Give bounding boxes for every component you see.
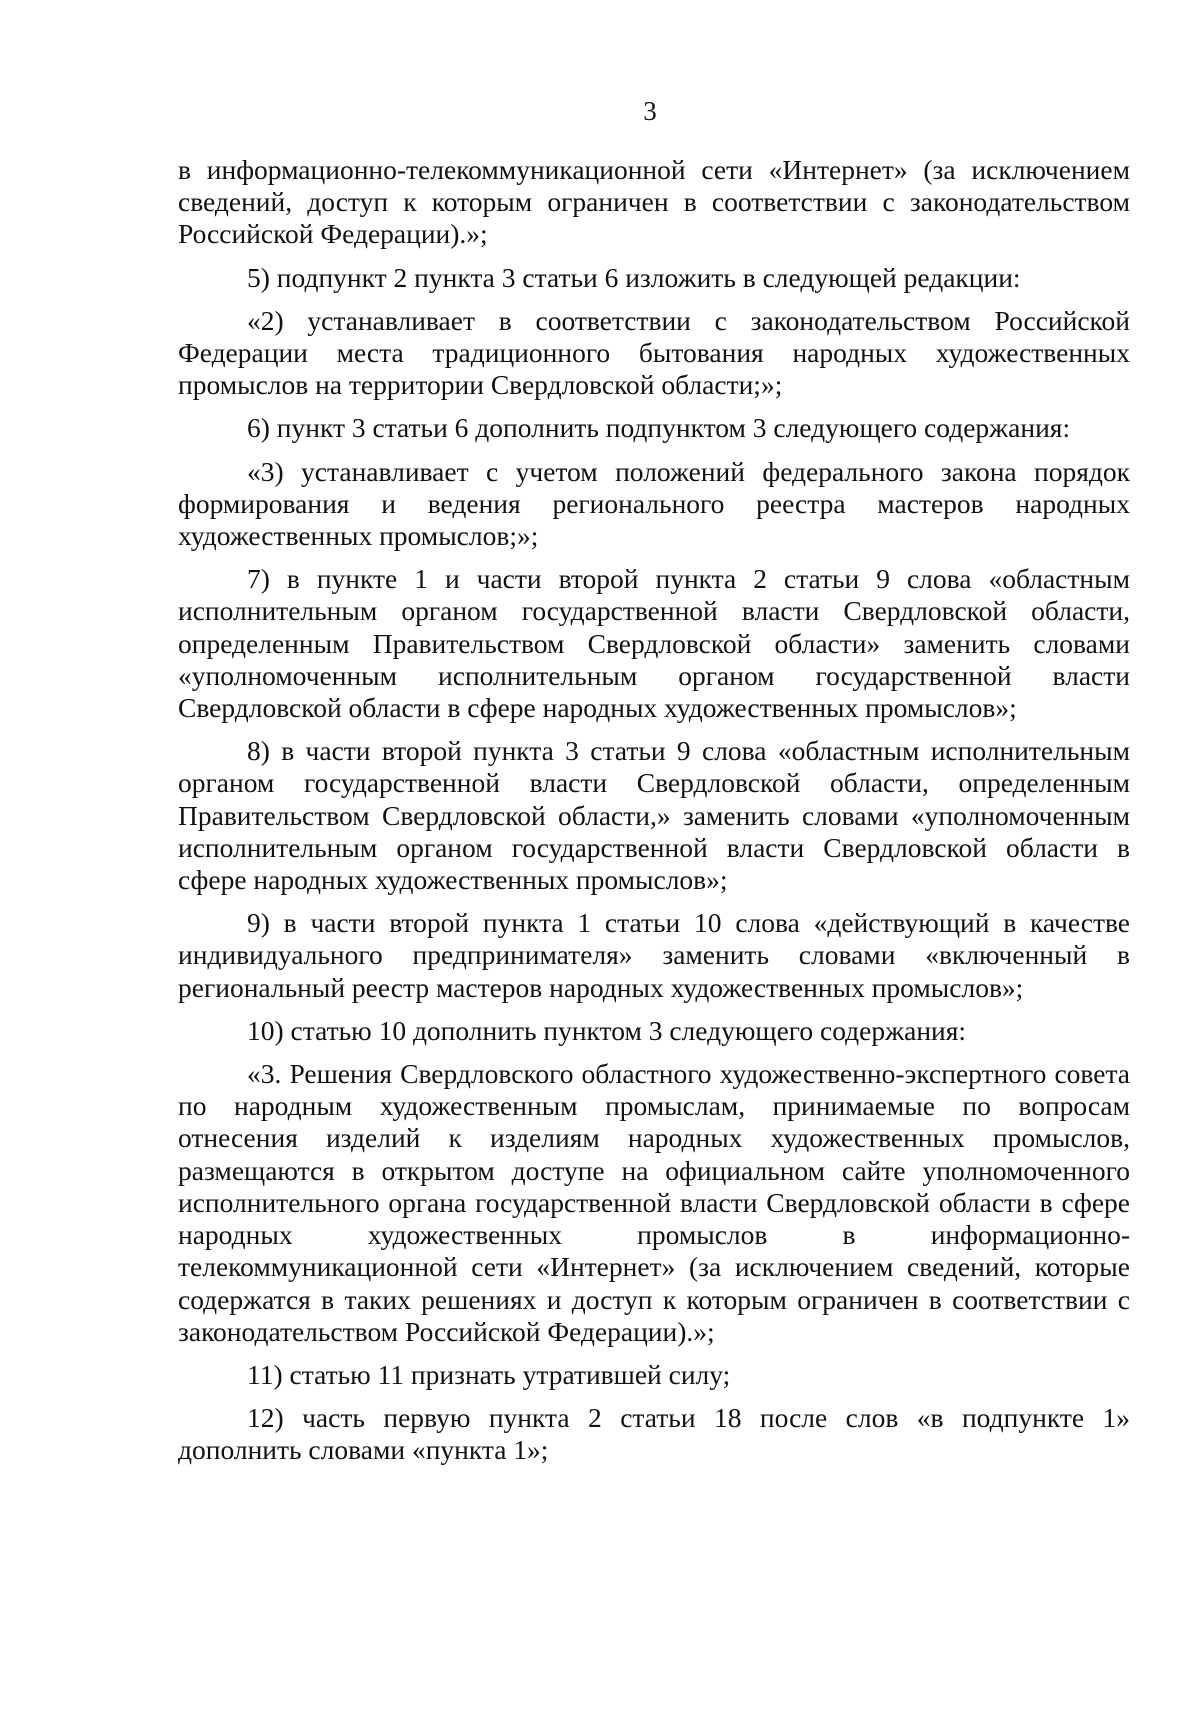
paragraph-item-6: 6) пункт 3 статьи 6 дополнить подпунктом 3 следующего содержания:: [247, 412, 1071, 444]
paragraph-quote-10-3: «3. Решения Свердловского областного художественно-экспертного совета по народным художественным промыслам, принимаемые по вопросам отнесения изделий к изделиям народных художественных промыслов, размещаются в открытом доступе на официальном сайте уполномоченного исполнительного органа государственной власти Свердловской области в сфере народных художественных промыслов в информационно-телекоммуникационной сети «Интернет» (за исключением сведений, которые содержатся в таких решениях и доступ к которым ограничен в соответствии с законодательством Российской Федерации).»;: [178, 1058, 1130, 1347]
paragraph-item-5: 5) подпункт 2 пункта 3 статьи 6 изложить в следующей редакции:: [247, 261, 1021, 293]
paragraph-item-9: 9) в части второй пункта 1 статьи 10 слова «действующий в качестве индивидуального предпринимателя» заменить словами «включенный в региональный реестр мастеров народных художественных промыслов»;: [178, 907, 1130, 1003]
paragraph-item-12: 12) часть первую пункта 2 статьи 18 после слов «в подпункте 1» дополнить словами «пункта 1»;: [178, 1402, 1130, 1466]
paragraph-quote-3: «3) устанавливает с учетом положений федерального закона порядок формирования и ведения регионального реестра мастеров народных художественных промыслов;»;: [178, 455, 1130, 552]
page-number: 3: [643, 96, 657, 126]
paragraph-item-10: 10) статью 10 дополнить пунктом 3 следующего содержания:: [247, 1014, 967, 1046]
paragraph-item-7: 7) в пункте 1 и части второй пункта 2 статьи 9 слова «областным исполнительным органом государственной власти Свердловской области, определенным Правительством Свердловской области» заменить словами «уполномоченным исполнительным органом государственной власти Свердловской области в сфере народных художественных промыслов»;: [178, 563, 1130, 724]
paragraph-item-11: 11) статью 11 признать утратившей силу;: [247, 1358, 731, 1390]
paragraph-continuation: в информационно-телекоммуникационной сети «Интернет» (за исключением сведений, доступ к которым ограничен в соответствии с законодательством Российской Федерации).»;: [178, 154, 1130, 250]
document-body: [178, 154, 1130, 1478]
paragraph-item-8: 8) в части второй пункта 3 статьи 9 слова «областным исполнительным органом государственной власти Свердловской области, определенным Правительством Свердловской области,» заменить словами «уполномоченным исполнительным органом государственной власти Свердловской области в сфере народных художественных промыслов»;: [178, 735, 1130, 896]
paragraph-quote-2: «2) устанавливает в соответствии с законодательством Российской Федерации места традиционного бытования народных художественных промыслов на территории Свердловской области;»;: [178, 304, 1130, 401]
